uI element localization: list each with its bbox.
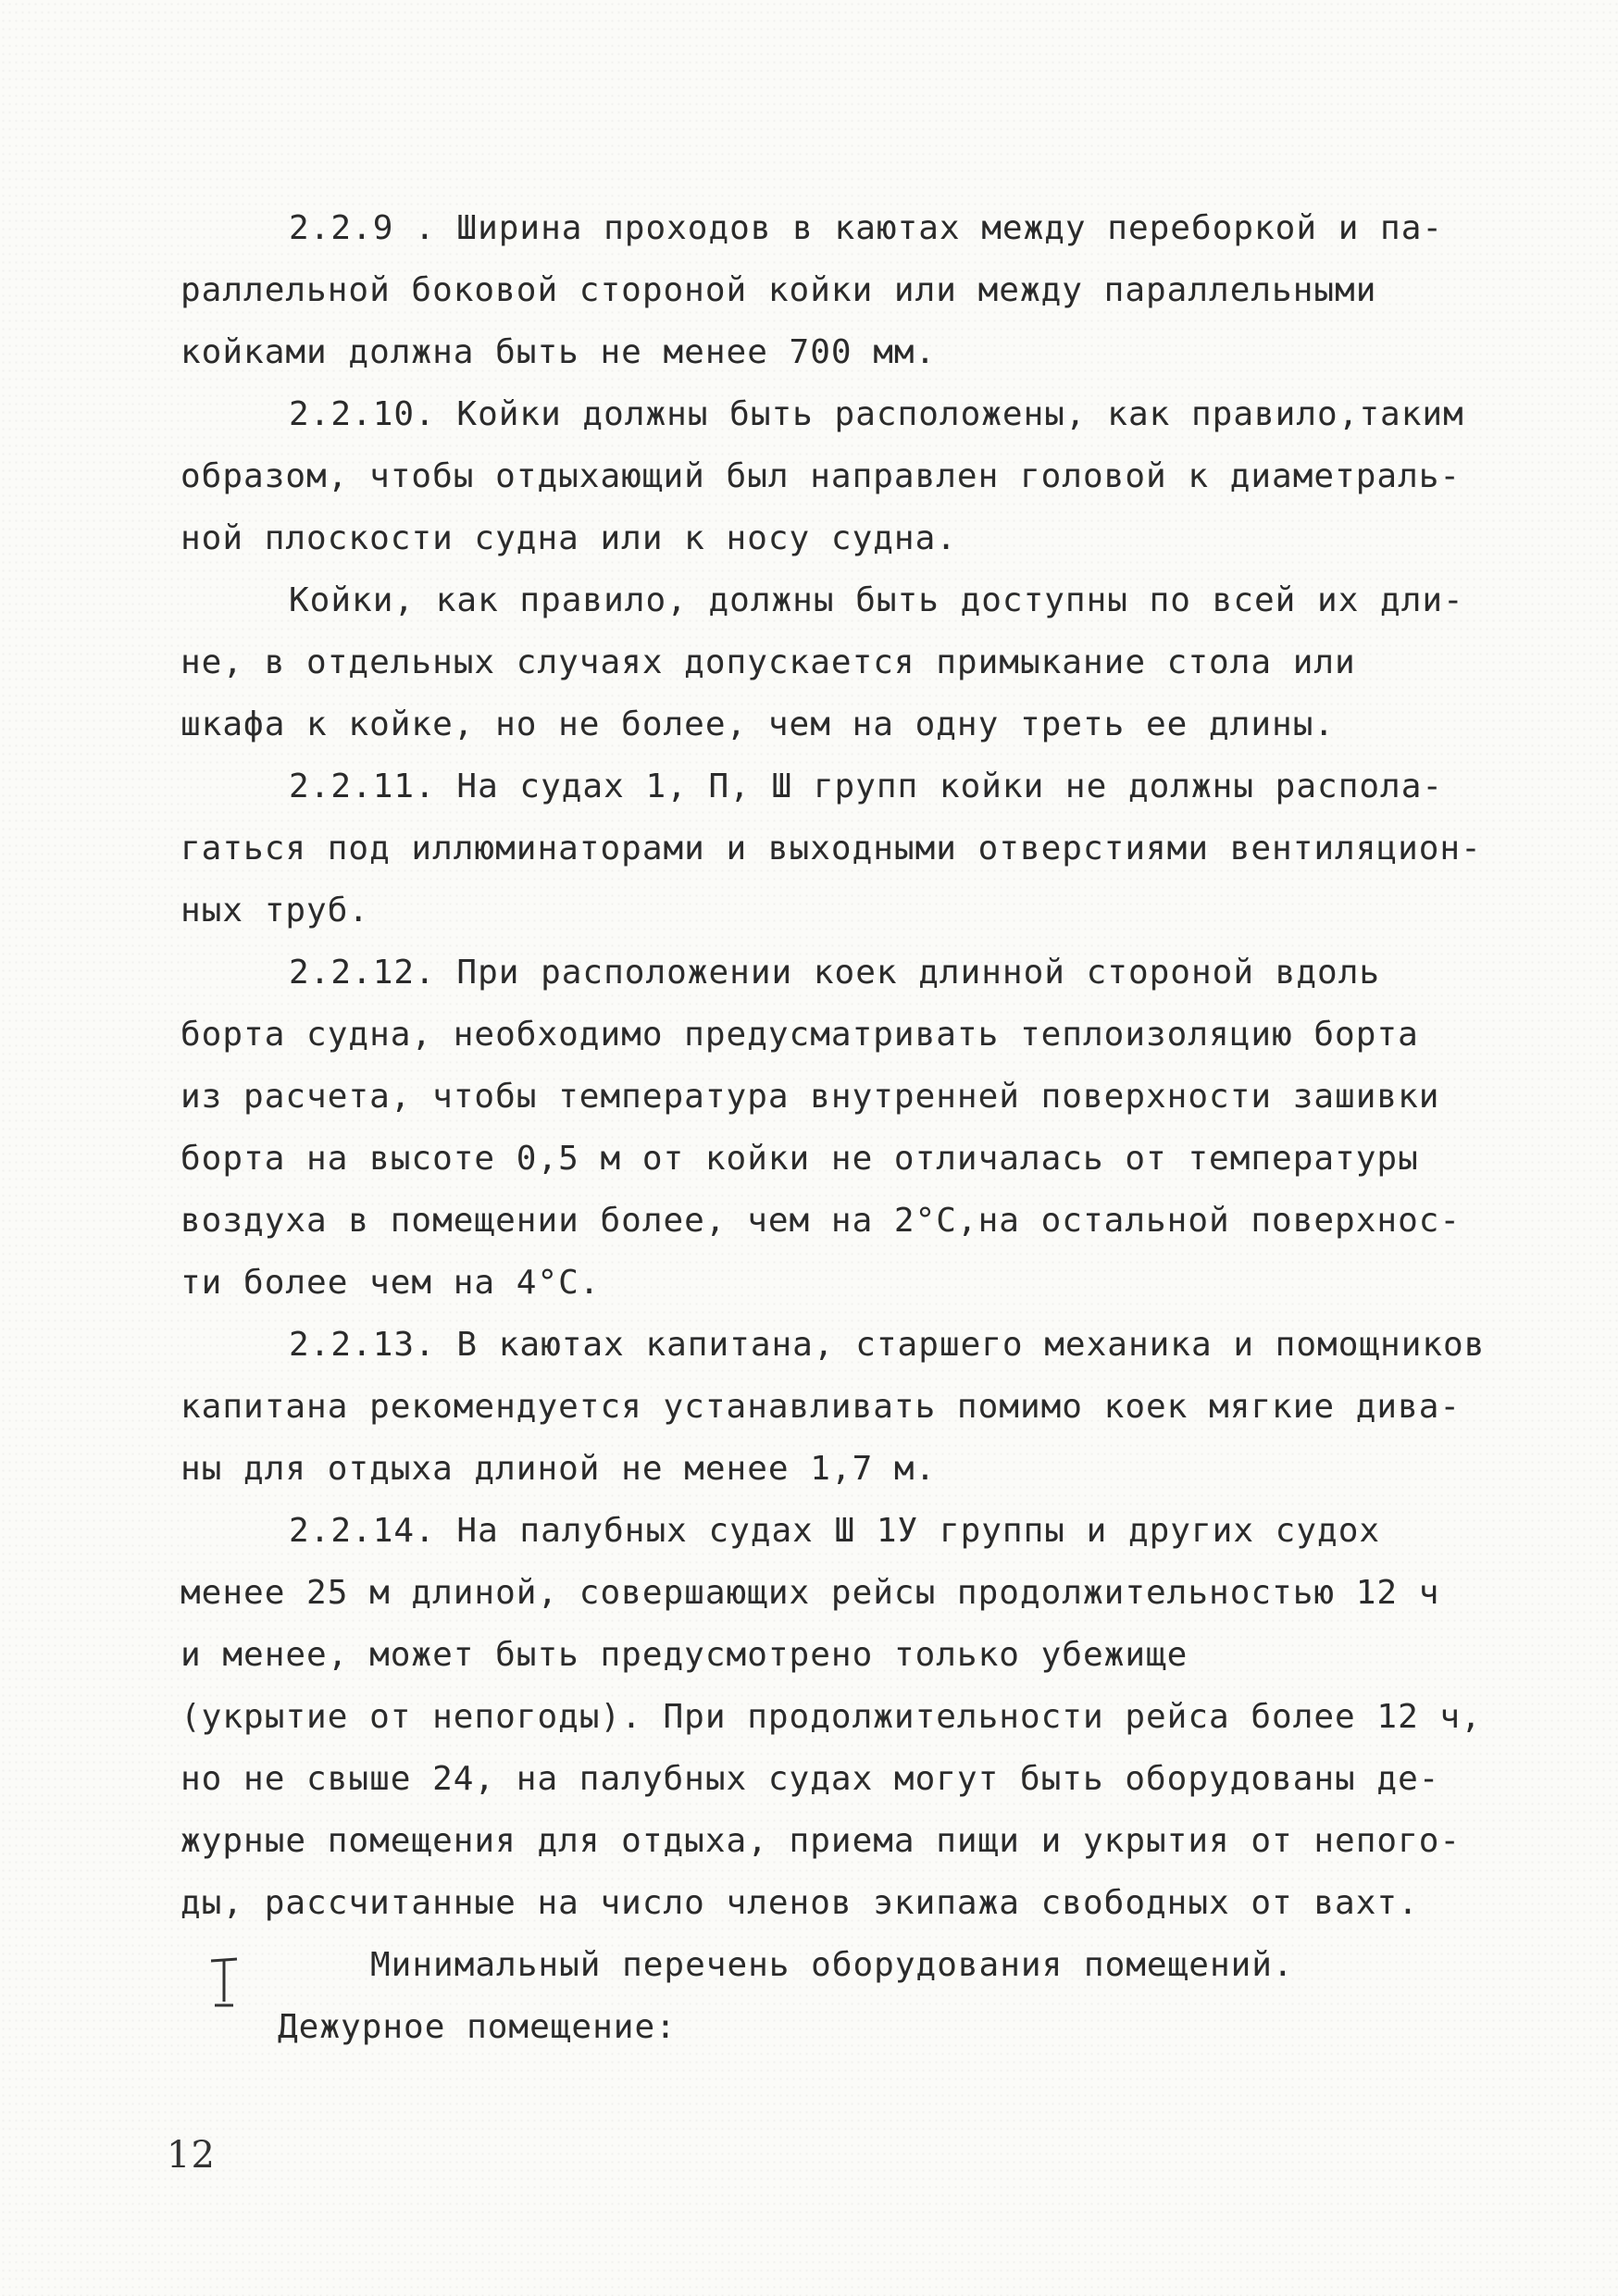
text-line: 2.2.13. В каютах капитана, старшего механика и помощников xyxy=(289,1326,1486,1364)
text-line: и менее, может быть предусмотрено только убежище xyxy=(180,1636,1189,1674)
list-heading: Минимальный перечень оборудования помещений. xyxy=(370,1946,1294,1984)
text-line: капитана рекомендуется устанавливать помимо коек мягкие дива- xyxy=(180,1388,1462,1426)
text-line: ны для отдыха длиной не менее 1,7 м. xyxy=(180,1450,937,1488)
text-line: но не свыше 24, на палубных судах могут быть оборудованы де- xyxy=(180,1760,1440,1798)
text-line: ной плоскости судна или к носу судна. xyxy=(180,519,957,557)
list-item-label: Дежурное помещение: xyxy=(278,2008,677,2046)
text-line: шкафа к койке, но не более, чем на одну треть ее длины. xyxy=(180,705,1336,743)
text-line: Койки, как правило, должны быть доступны по всей их дли- xyxy=(289,581,1464,619)
text-line: 2.2.11. На судах 1, П, Ш групп койки не должны распола- xyxy=(289,767,1444,805)
text-line: не, в отдельных случаях допускается примыкание стола или xyxy=(180,643,1356,681)
text-line: журные помещения для отдыха, приема пищи и укрытия от непого- xyxy=(180,1822,1462,1860)
text-line: образом, чтобы отдыхающий был направлен головой к диаметраль- xyxy=(180,457,1462,495)
text-line: 2.2.9 . Ширина проходов в каютах между переборкой и па- xyxy=(289,209,1444,247)
text-line: ды, рассчитанные на число членов экипажа свободных от вахт. xyxy=(180,1884,1419,1922)
text-line: (укрытие от непогоды). При продолжительности рейса более 12 ч, xyxy=(180,1698,1482,1736)
text-line: ти более чем на 4°С. xyxy=(180,1264,601,1302)
section-number-mark xyxy=(205,1955,243,2011)
text-line: ных труб. xyxy=(180,892,370,930)
text-line: 2.2.14. На палубных судах Ш 1У группы и других судох xyxy=(289,1512,1381,1550)
text-line: гаться под иллюминаторами и выходными отверстиями вентиляцион- xyxy=(180,830,1482,867)
text-line: раллельной боковой стороной койки или между параллельными xyxy=(180,271,1377,309)
text-line: 2.2.10. Койки должны быть расположены, как правило,таким xyxy=(289,395,1464,433)
text-line: воздуха в помещении более, чем на 2°С,на остальной поверхнос- xyxy=(180,1202,1462,1240)
text-line: борта на высоте 0,5 м от койки не отличалась от температуры xyxy=(180,1140,1419,1178)
text-line: койками должна быть не менее 700 мм. xyxy=(180,333,937,371)
text-line: борта судна, необходимо предусматривать теплоизоляцию борта xyxy=(180,1016,1419,1054)
page-number: 12 xyxy=(167,2134,216,2177)
text-line: из расчета, чтобы температура внутренней поверхности зашивки xyxy=(180,1078,1440,1116)
text-line: менее 25 м длиной, совершающих рейсы продолжительностью 12 ч xyxy=(180,1574,1440,1612)
text-line: 2.2.12. При расположении коек длинной стороной вдоль xyxy=(289,954,1381,992)
